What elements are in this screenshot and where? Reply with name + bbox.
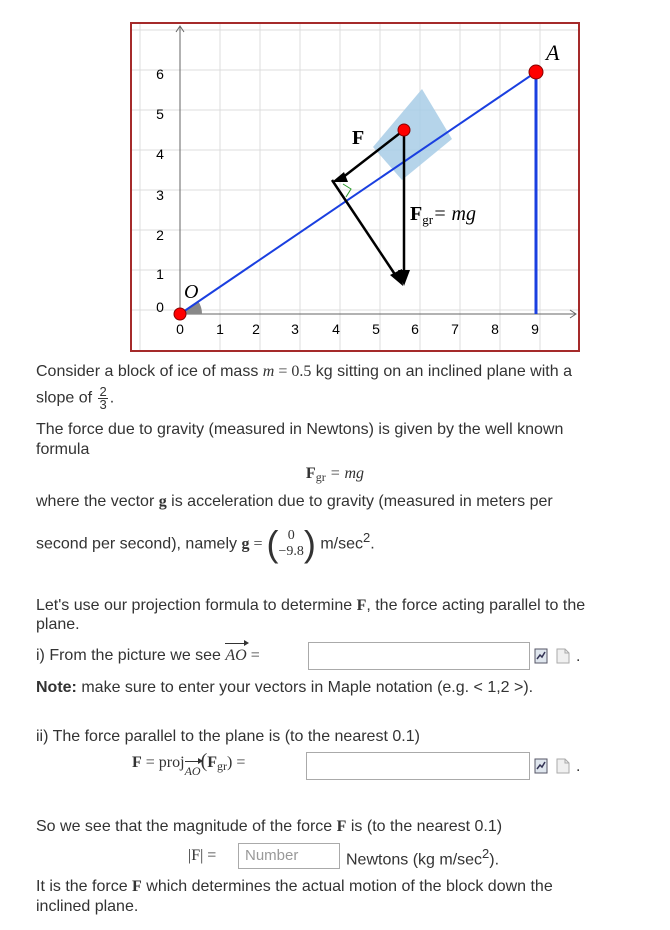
label-a: A [546,40,560,65]
x-tick-7: 7 [451,321,459,337]
conclusion-line1: It is the force F which determines the actual motion of the block down the [36,878,553,895]
point-o [174,308,186,320]
projection-input[interactable] [306,752,530,780]
gravity-line1: The force due to gravity (measured in Newtons) is given by the well known [36,421,564,438]
where-line: where the vector g is acceleration due to gravity (measured in meters per [36,493,553,510]
point-a [529,65,543,79]
x-tick-2: 2 [252,321,260,337]
x-tick-9: 9 [531,321,539,337]
question-i-dot: . [576,648,581,665]
y-tick-1: 1 [156,266,164,282]
note-line: Note: make sure to enter your vectors in Maple notation (e.g. < 1,2 >). [36,679,534,696]
question-ii-dot: . [576,758,581,775]
preview-icon-2[interactable] [534,758,548,774]
y-tick-0: 0 [156,299,164,315]
conclusion-line2: inclined plane. [36,898,139,915]
projection-line1: Let's use our projection formula to determine F, the force acting parallel to the [36,597,586,614]
x-tick-4: 4 [332,321,340,337]
x-tick-5: 5 [372,321,380,337]
y-tick-5: 5 [156,106,164,122]
magnitude-unit: Newtons (kg $m/\sec^2$). [346,846,500,869]
y-tick-2: 2 [156,227,164,243]
preview-icon[interactable] [534,648,548,664]
aovector-input[interactable] [308,642,530,670]
x-tick-6: 6 [411,321,419,337]
slope-fraction: $\frac{2}{3}$ [99,384,107,412]
incline-diagram [130,22,580,352]
x-tick-1: 1 [216,321,224,337]
y-tick-4: 4 [156,146,164,162]
x-tick-8: 8 [491,321,499,337]
x-tick-3: 3 [291,321,299,337]
incline-figure [130,22,580,352]
label-o: O [184,281,199,303]
intro-line2: slope of $\frac{2}{3}$ . [36,384,115,412]
gravity-vector: 0 −9.8 [278,528,304,560]
label-fgr: $F_{gr}=$ mg [410,203,477,227]
gravity-formula: Fgr = mg [305,465,365,484]
projection-line2: plane. [36,616,80,633]
question-ii-label: ii) The force parallel to the plane is (to the nearest 0.1) [36,728,420,745]
block-point [398,124,410,136]
y-tick-6: 6 [156,66,164,82]
magnitude-intro: So we see that the magnitude of the force F is (to the nearest 0.1) [36,818,503,835]
gravity-line2: formula [36,441,90,458]
y-tick-3: 3 [156,187,164,203]
magnitude-label: |F| = [188,847,217,864]
projection-formula: F = projAO(Fgr) = [132,750,246,778]
magnitude-input[interactable]: Number [238,843,340,869]
intro-line1: Consider a block of ice of mass m = 0.5 kg sitting on an inclined plane with a [36,363,572,380]
namely-line: second per second), namely g = ( 0 −9.8 ) $m/\sec^2$. [36,523,375,565]
x-tick-0: 0 [176,321,184,337]
help-icon[interactable] [556,648,570,664]
question-i-label: i) From the picture we see AO = [36,647,260,664]
label-force: F [352,127,365,149]
help-icon-2[interactable] [556,758,570,774]
